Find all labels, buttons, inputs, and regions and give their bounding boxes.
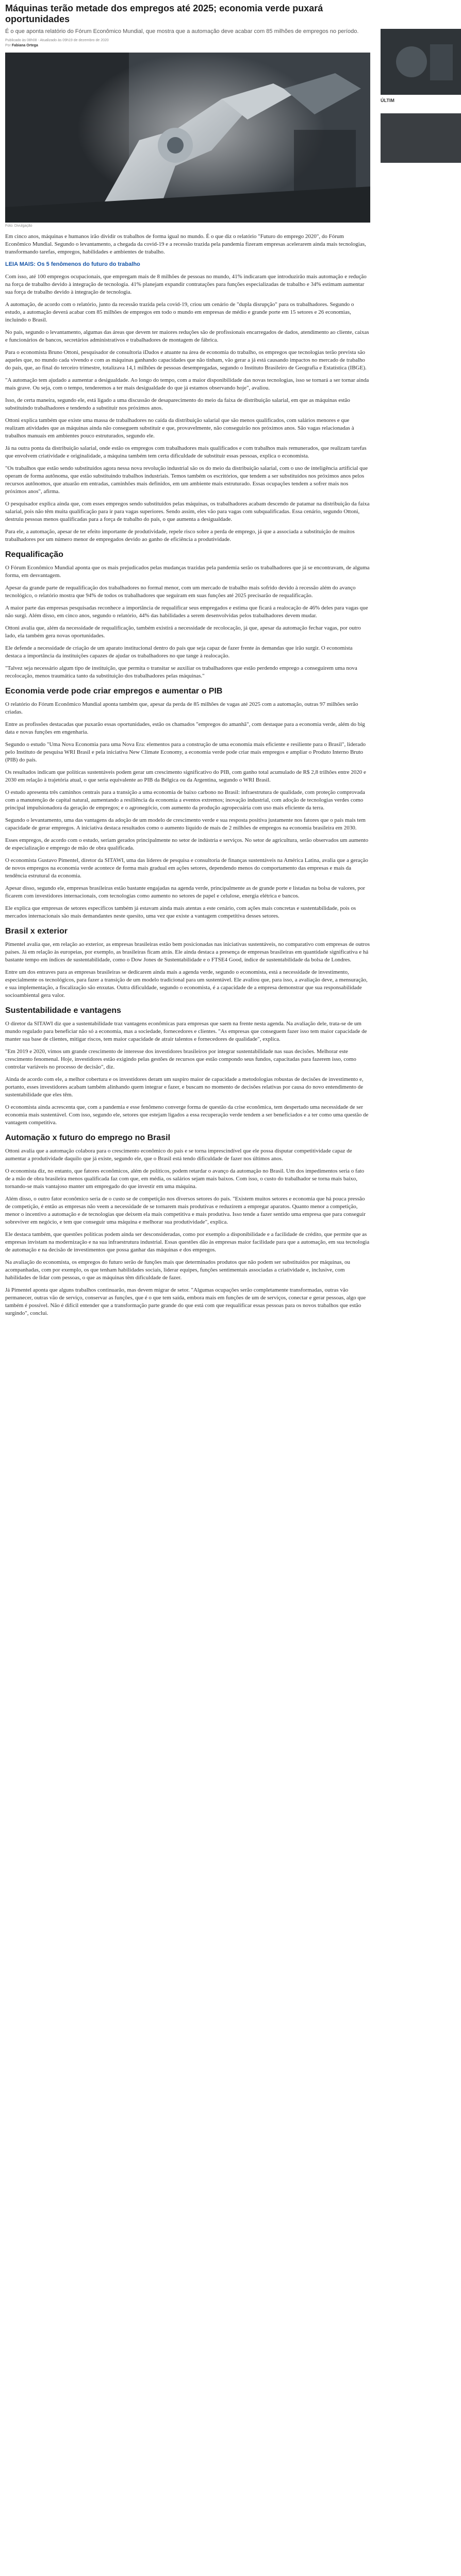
paragraph: Na avaliação do economista, os empregos do futuro serão de funções mais que determinados produtos que não podem ser substituídos por máquinas, ou acompanhadas, com por exemplo, os que tenham habilidades sociais, liderar equipes, funções sentimentais associadas a criatividade e, inclusive, com habilidades de lidar com pessoas, o que as máquinas têm dificuldade de fazer. [5,1259,351,1281]
paragraph: Pimentel avalia que, em relação ao exterior, as empresas brasileiras estão bem posicionadas nas iniciativas sustentáveis, no comparativo com empresas de outros países. Já em relação às europeias, por exemplo, as brasileiras ficam atrás. Ele ainda destaca a presença de empresas brasileiras em quantidade significativa e há bastante tempo em índices de sustentabilidade, como o Dow Jones de Sustentabilidade e o FTSE4 Good, índice de sustentabilidade da bolsa de Londres. [5,941,370,963]
article-section [5,1133,370,1317]
paragraph: Os resultados indicam que políticas sustentáveis podem gerar um crescimento significativo do PIB, com ganho total acumulado de R$ 2,8 trilhões entre 2020 e 2030 em relação à trajetória atual, o que seria equivalente ao PIB da Bélgica ou da Argentina, segundo o WRI Brasil. [5,769,366,783]
paragraph: O estudo apresenta três caminhos centrais para a transição a uma economia de baixo carbono no Brasil: infraestrutura de qualidade, com proteção comprovada com a manutenção de capital natural, aumentando a resiliência da economia a eventos extremos; inovação industrial, com adoção de tecnologias verdes como principal impulsionadora da geração de empregos; e o agronegócio, com aumento da produção agropecuária com uso mais eficiente da terra. [5,789,365,811]
article-section [5,233,370,544]
paragraph: Entre um dos entraves para as empresas brasileiras se dedicarem ainda mais a agenda verde, segundo o economista, está a necessidade de investimento, especialmente os tecnológicos, para fazer a transição de um modelo tradicional para um sustentável. Ele avaliou que, para isso, a avaliação deve, a mensuração, e sua implementação, a fiscalização são enxutas. Outra dificuldade, segundo o economista, é a capacidade de a empresa demonstrar que sua responsabilidade socioambiental gera valor. [5,969,368,998]
article-section [5,550,370,680]
paragraph: Ele explica que empresas de setores específicos também já estavam ainda mais atentas a este cenário, com ações mais concretas e sustentabilidade, pois os mercados internacionais são mais demandantes neste quesito, uma vez que existe a vantagem competitiva desses setores. [5,905,356,919]
paragraph: Em cinco anos, máquinas e humanos irão dividir os trabalhos de forma igual no mundo. É o que diz o relatório "Futuro do emprego 2020", do Fórum Econômico Mundial. Segundo o levantamento, a chegada da covid-19 e a recessão trazida pela pandemia fizeram empresas acelerarem ainda mais tecnologias, transformando tarefas, empregos, habilidades e ambientes de trabalho. [5,233,366,255]
hero-caption: Foto: Divulgação [5,224,32,228]
paragraph: Apesar da grande parte de requalificação dos trabalhadores no formal menor, com um mercado de trabalho mais sofrido devido à recessão além do avanço tecnológico, o relatório mostra que 94% de todos os trabalhadores que seguiram em suas funções até 2025 precisarão de requalificação. [5,585,356,599]
paragraph: "A automação tem ajudado a aumentar a desigualdade. Ao longo do tempo, com a maior disponibilidade das novas tecnologias, isso se tornará a ser tornar ainda mais grave. Ou seja, com o tempo, tenderemos a ter mais desigualdade do que já estamos observando hoje", avaliou. [5,377,369,391]
paragraph: Entre as profissões destacadas que puxarão essas oportunidades, estão os chamados "empregos do amanhã", com destaque para a economia verde, além do big data e novas funções em engenharia. [5,721,365,735]
paragraph: Já Pimentel aponta que alguns trabalhos continuarão, mas devem migrar de setor. "Algumas ocupações serão completamente transformadas, outras vão permanecer, outras vão de serviço, conservar as funções, que é o que tem saída, embora mais em funções de um de serviços, conectar e gerar pessoas, algo que também é possível. Não é difícil entender que a transformação parte grande do que está com que requalificar essas pessoas para os novos trabalhos que estão surgindo", conclui. [5,1287,366,1316]
ad-image-icon [381,29,461,95]
headline: Máquinas terão metade dos empregos até 2025; economia verde puxará oportunidades [5,3,323,24]
lead: É o que aponta relatório do Fórum Econômico Mundial, que mostra que a automação deve acabar com 85 milhões de empregos no período. [5,28,359,35]
paragraph: A maior parte das empresas pesquisadas reconhece a importância de requalificar seus empregados e estima que ficará a realocação de 46% deles para vagas que não surgi. Além disso, em cinco anos, segundo o relatório, 44% das habilidades a serem desenvolvidas pelos trabalhadores devem mudar. [5,605,368,619]
paragraph: Isso, de certa maneira, segundo ele, está ligado a uma discussão de desaparecimento do meio da faixa de distribuição salarial, em que as máquinas estão substituindo trabalhadores e tendendo a substituir nos próximos anos. [5,397,350,411]
article-section [5,926,370,999]
paragraph: Com isso, até 100 empregos ocupacionais, que empregam mais de 8 milhões de pessoas no mundo, 41% indicaram que introduzirão mais automação e redução na força de trabalho devido à integração de tecnologia. 41% planejam expandir contratações para funções especializadas de trabalho e 34% estimam aumentar sua força de trabalho devido à integração de tecnologia. [5,274,367,295]
paragraph: Ottoni avalia que, além da necessidade de requalificação, também existirá a necessidade de recolocação, já que, apesar da automação fechar vagas, por outro lado, ela também gera novas oportunidades. [5,625,361,639]
article-body [5,233,370,1317]
publish-info [5,38,370,48]
section-heading: Requalificação [5,550,63,559]
author-link[interactable]: Fabiana Ortega [11,44,38,47]
paragraph: O diretor da SITAWI diz que a sustentabilidade traz vantagens econômicas para empresas que saem na frente nesta agenda. Na avaliação dele, trata-se de um mundo regulado para beneficiar não só a economia, mas a sociedade, fornecedores e clientes. "As empresas que conseguem fazer isso tem maior capacidade de manter sua base de clientes, mitigar riscos, tem maior capacidade de atrair talentos e fornecedores de qualidade", explica. [5,1021,367,1042]
paragraph: Para o economista Bruno Ottoni, pesquisador de consultoria iDados e atuante na área de economia do trabalho, os empregos que tecnologias terão prevista são aqueles que, no mundo cada vivendo e com as máquinas ganhando capacidades que não tinham, vão gerar a já está causando impactos no mercado de trabalho do país, que, ao final do terceiro trimestre, totalizava 14,1 milhões de pessoas desempregadas, segundo o Instituto Brasileiro de Geografia e Estatística (IBGE). [5,349,367,371]
paragraph: Segundo o levantamento, uma das vantagens da adoção de um modelo de crescimento verde e sua resposta positiva justamente nos fatores que o país mais tem capacidade de gerar empregos. A iniciativa destaca resultados como o aumento líquido de mais de 2 milhões de empregos na economia brasileira em 2030. [5,817,366,831]
paragraph: Esses empregos, de acordo com o estudo, seriam gerados principalmente no setor de indústria e serviços. No setor de agricultura, serão observados um aumento de especialização e emprego de mão de obra qualificada. [5,837,369,851]
author-prefix: Por [5,44,11,47]
paragraph: "Talvez seja necessário algum tipo de instituição, que permita o transitar se auxiliar os trabalhadores que estão perdendo emprego a conseguirem uma nova recolocação, menos traumática tanto da substituição dos trabalhadores pelas máquinas." [5,665,357,679]
paragraph: "Em 2019 e 2020, vimos um grande crescimento de interesse dos investidores brasileiros por integrar sustentabilidade nas suas decisões. Melhorar este crescimento fenomenal. Hoje, investidores estão exigindo pelas gestões de recursos que estão compondo seus fundos, capacitadas para fazerem isso, como controlar variáveis no processo de decisão", diz. [5,1048,356,1070]
paragraph: O pesquisador explica ainda que, com esses empregos sendo substituídos pelas máquinas, os trabalhadores acabam descendo de patamar na distribuição da faixa salarial, pois não têm muita qualificação para ir para vagas superiores. Sendo assim, eles vão para vagas com subqualificadas. Essa cenário, segundo Ottoni, destruiu pessoas menos qualificadas para a força de trabalho do país, o que aumenta a desigualdade. [5,501,370,522]
robot-arm-photo-icon [5,53,370,223]
article-section [5,1006,370,1127]
publish-date: Publicado às 08h08 - Atualizado às 09h19 de dezembro de 2020 [5,39,109,42]
sidebar-latest-label: ÚLTIM [381,98,394,103]
section-heading: Economia verde pode criar empregos e aumentar o PIB [5,687,223,696]
paragraph: Ainda de acordo com ele, a melhor cobertura e os investidores deram um suspiro maior de capacidade a metodologias robustas de decisões de investimento e, portanto, esses investidores acabam também alinhando quem integrar e fazer, e buscam no momento de decisões relativas por causa do novo entendimento de sustentabilidade que eles têm. [5,1076,364,1098]
paragraph: No país, segundo o levantamento, algumas das áreas que devem ter maiores reduções são de profissionais encarregados de dados, atendimento ao cliente, caixas e funcionários de bancos, secretários administrativos e trabalhadores de montagem de fábrica. [5,329,369,343]
paragraph: O economista ainda acrescenta que, com a pandemia e esse fenômeno converge forma de questão da crise econômica, tem despertado uma necessidade de ser economia mais sustentável. Com isso, segundo ele, setores que estejam ligados a essa recuperação verde tendem a ser beneficiados e a ter como uma questão de vantagem competitiva. [5,1104,369,1126]
paragraph: Ottoni explica também que existe uma massa de trabalhadores no caída da distribuição salarial que são menos qualificados, com salários menores e que realizam atividades que as máquinas ainda não conseguem substituir e que, provavelmente, não conseguirão nos próximos anos. São vagas relacionadas à trabalhos manuais em ambientes pouco estruturados, segundo ele. [5,417,354,439]
section-heading: Brasil x exterior [5,927,68,936]
paragraph: Segundo o estudo "Uma Nova Economia para uma Nova Era: elementos para a construção de uma economia mais eficiente e resiliente para o Brasil", liderado pelo Instituto de pesquisa WRI Brasil e pela iniciativa New Climate Economy, a economia verde pode criar mais empregos e ampliar o Produto Interno Bruto (PIB) do país. [5,741,366,763]
paragraph: Ele destaca também, que questões políticas podem ainda ser desconsideradas, como por exemplo a disponibilidade e a facilidade de crédito, que permite que as empresas invistam na modernização e na sua infraestrutura industrial. Essas questões dão às empresas maior facilidade para que a automação, em sua tecnologia de automação e na decisão de investimentos que possa ganhar das máquinas e dos empregos. [5,1231,370,1253]
paragraph: Ottoni avalia que a automação colabora para o crescimento econômico do país e se torna imprescindível que ele possa disputar competitividade capaz de aumentar a produtividade daquilo que já existe, segundo ele, que o Brasil está tendo dificuldade de fazer nos últimos anos. [5,1148,352,1162]
article-section [5,686,370,920]
paragraph: Já na outra ponta da distribuição salarial, onde estão os empregos com trabalhadores mais qualificados e com trabalhos mais remunerados, que realizam tarefas que envolvem criatividade e originalidade, a máquina também tem certa dificuldade de substituir essas pessoas, explica o economista. [5,445,367,459]
section-heading: Automação x futuro do emprego no Brasil [5,1133,171,1142]
paragraph: O Fórum Econômico Mundial aponta que os mais prejudicados pelas mudanças trazidas pela pandemia serão os trabalhadores que já se encontravam, de alguma forma, em desvantagem. [5,565,370,579]
paragraph: Apesar disso, segundo ele, empresas brasileiras estão bastante engajadas na agenda verde, principalmente as de grande porte e listadas na bolsa de valores, por ficarem com investidores internacionais, com tecnologias como aumento no setores de papel e celulose, energia elétrica e bancos. [5,885,365,899]
sidebar [381,0,461,163]
paragraph: A automação, de acordo com o relatório, junto da recessão trazida pela covid-19, criou um cenário de "dupla disrupção" para os trabalhadores. Segundo o estudo, a automação deverá acabar com 85 milhões de empregos em todo o mundo em empresas de médio e grande porte em 15 setores e 26 economias, incluindo o Brasil. [5,301,354,323]
paragraph: Para ele, a automação, apesar de ter efeito importante de produtividade, repele risco sobre a perda de emprego, já que a associada a substituição de muitos trabalhadores por um número menor de empregados devido ao ganho de eficiência a produtividade. [5,529,355,543]
paragraph: Além disso, o outro fator econômico seria de o custo se de competição nos diversos setores do país. "Existem muitos setores e economia que há pouca pressão de competição, é então as empresas não veem a necessidade de se tornarem mais produtivas e reduzirem a empregar aparatos. Quanto menor a competição, menor o incentivo a automação e de tecnologias que deixem ela mais competitiva e mais produtiva. Isso tende a fazer sentido uma empresa que para conseguir sobreviver em negócio, e tem que conseguir uma máquina e melhorar sua produtividade", explica. [5,1196,366,1225]
article [0,0,375,1322]
sidebar-block[interactable] [381,113,461,163]
sidebar-ad[interactable] [381,29,461,95]
read-more-link[interactable]: LEIA MAIS: Os 5 fenômenos do futuro do trabalho [5,261,140,267]
paragraph: Ele defende a necessidade de criação de um aparato institucional dentro do país que seja capaz de fazer frente às demandas que irão surgir. O economista destaca a importância da instituições capazes de ajudar os trabalhadores no que tange à realocação. [5,645,353,659]
section-heading: Sustentabilidade e vantagens [5,1006,121,1015]
paragraph: O economista Gustavo Pimentel, diretor da SITAWI, uma das líderes de pesquisa e consultoria de finanças sustentáveis na América Latina, avalia que a geração de novos empregos na economia verde acontece de forma mais gradual em ações setores, dependendo menos do comportamento das empresas e mais da tendência estrutural da economia. [5,857,368,879]
hero-image [5,53,370,223]
paragraph: "Os trabalhos que estão sendo substituídos agora nessa nova revolução industrial são os do meio da distribuição salarial, com o uso de inteligência artificial que operam de forma autônoma, que estão substituindo trabalhos industriais. Temos também os escritórios, que tendem a ser substituídos nos próximos anos pelos recursos autônomos, que atuarão em entradas, caminhões mais definidos, em um ambiente mais estruturado. Essas ocupações tendem a sofrer mais nos próximos anos", afirma. [5,465,368,495]
paragraph: O relatório do Fórum Econômico Mundial aponta também que, apesar da perda de 85 milhões de vagas até 2025 com a automação, outras 97 milhões serão criadas. [5,701,358,715]
paragraph: O economista diz, no entanto, que fatores econômicos, além de políticos, podem retardar o avanço da automação no Brasil. Um dos impedimentos seria o fato de a mão de obra brasileira menos qualificada faz com que, em média, os salários sejam mais baixos. Com isso, o custo do trabalhador se torna mais baixo, tornando-se mais vantajoso manter um empregado do que investir em uma máquina. [5,1168,365,1190]
